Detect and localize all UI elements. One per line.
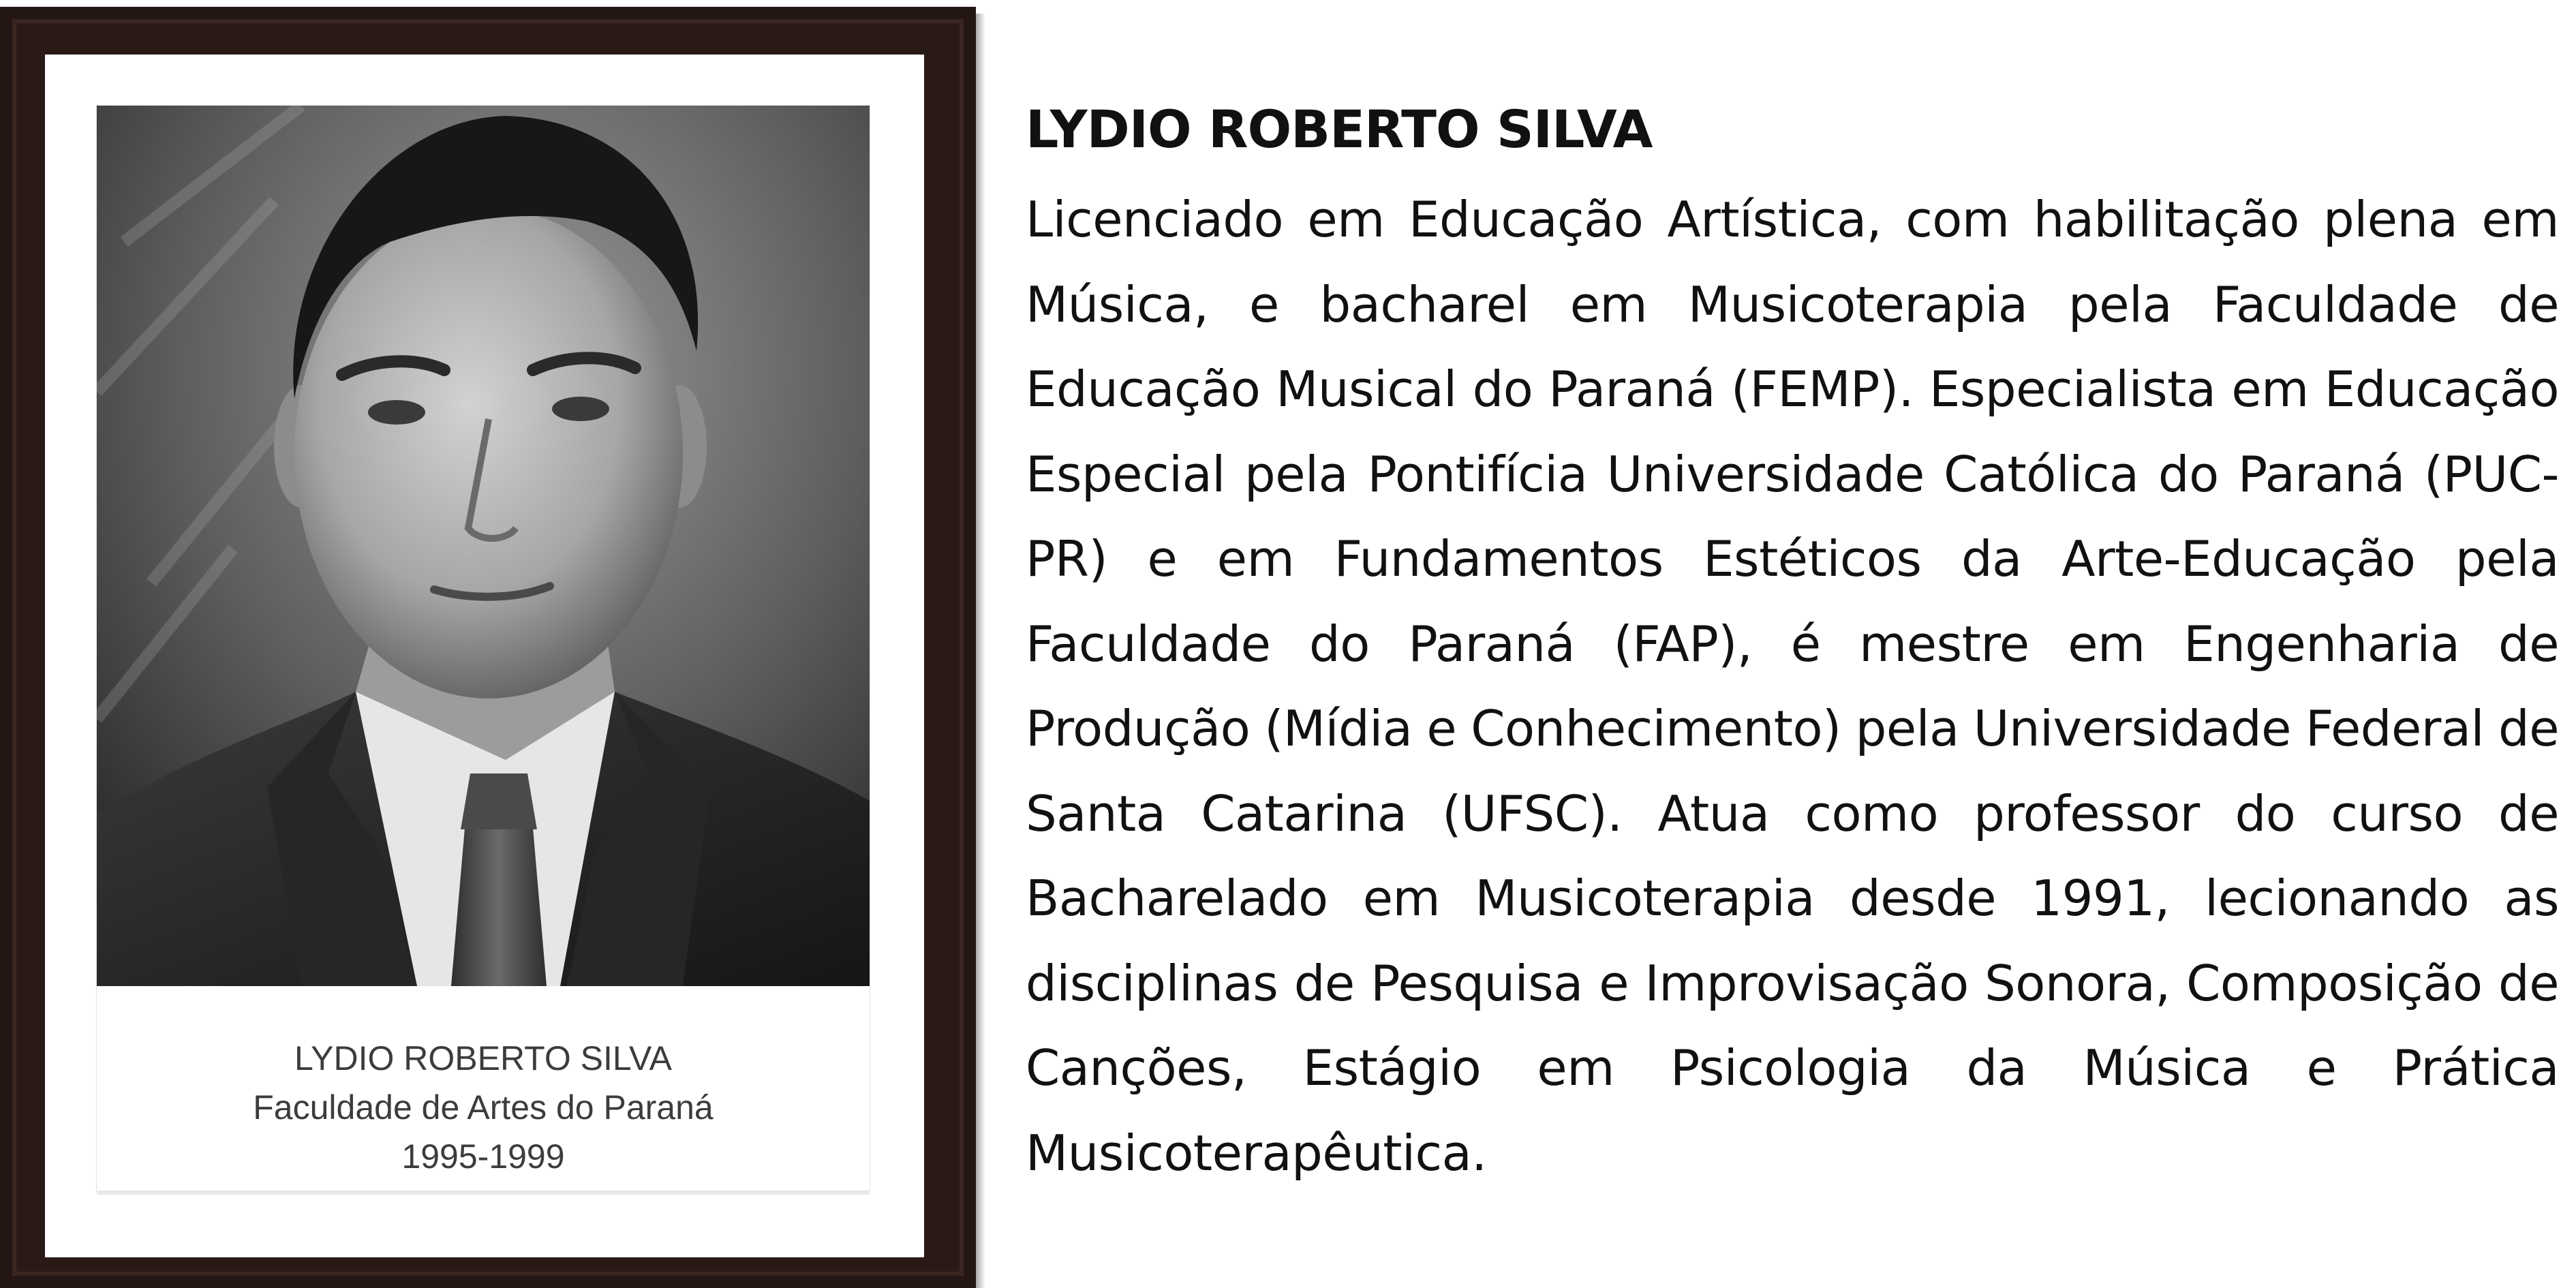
portrait-card (97, 106, 870, 1191)
portrait-photo (97, 106, 870, 986)
biography (1026, 95, 2559, 1195)
portrait-caption (97, 986, 870, 1191)
bio-name: LYDIO ROBERTO SILVA (1026, 99, 1653, 159)
caption-name: LYDIO ROBERTO SILVA (294, 1039, 672, 1077)
bio-text: Licenciado em Educação Artística, com habilitação plena em Música, e bacharel em Musicoterapia pela Faculdade de Educação Musical do Paraná (FEMP). Especialista em Educação Especial pela Pontifícia Universidade Católica do Paraná (PUC-PR) e em Fundamentos Estéticos da Arte-Educação pela Faculdade do Paraná (FAP), é mestre em Engenharia de Produção (Mídia e Conhecimento) pela Universidade Federal de Santa Catarina (UFSC). Atua como professor do curso de Bacharelado em Musicoterapia desde 1991, lecionando as disciplinas de Pesquisa e Improvisação Sonora, Composição de Canções, Estágio em Psicologia da Música e Prática Musicoterapêutica. (1026, 191, 2559, 1182)
frame-shadow (976, 14, 985, 1288)
caption-institution: Faculdade de Artes do Paraná (253, 1088, 714, 1126)
caption-years: 1995-1999 (401, 1137, 565, 1176)
